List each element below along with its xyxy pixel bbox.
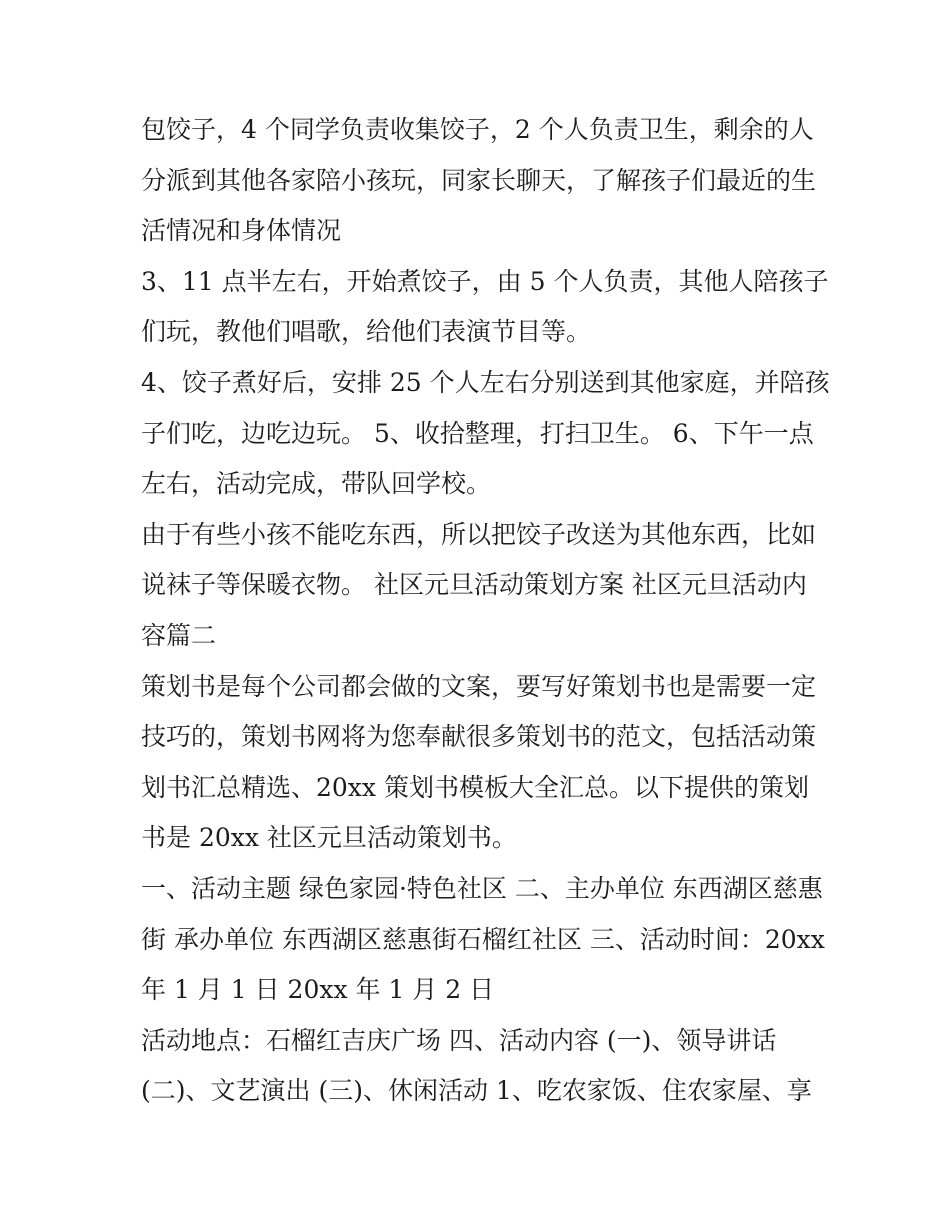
text-line: 划书汇总精选、20xx 策划书模板大全汇总。以下提供的策划 — [141, 772, 809, 802]
text-line: 们玩，教他们唱歌，给他们表演节目等。 — [141, 317, 592, 347]
text-line: 街 承办单位 东西湖区慈惠街石榴红社区 三、活动时间：20xx — [141, 924, 825, 954]
document-body — [141, 108, 831, 1120]
text-line: 年 1 月 1 日 20xx 年 1 月 2 日 — [141, 975, 495, 1005]
text-line: (二)、文艺演出 (三)、休闲活动 1、吃农家饭、住农家屋、享 — [141, 1076, 812, 1106]
text-line: 4、饺子煮好后，安排 25 个人左右分别送到其他家庭，并陪孩 — [141, 367, 830, 397]
text-line: 分派到其他各家陪小孩玩，同家长聊天，了解孩子们最近的生 — [141, 165, 817, 195]
text-line: 子们吃，边吃边玩。 5、收拾整理，打扫卫生。 6、下午一点 — [141, 418, 814, 448]
text-line: 书是 20xx 社区元旦活动策划书。 — [141, 823, 517, 853]
text-line: 活动地点：石榴红吉庆广场 四、活动内容 (一)、领导讲话 — [141, 1025, 777, 1055]
text-line: 策划书是每个公司都会做的文案，要写好策划书也是需要一定 — [141, 671, 817, 701]
text-line: 容篇二 — [141, 620, 217, 650]
text-line: 由于有些小孩不能吃东西，所以把饺子改送为其他东西，比如 — [141, 519, 817, 549]
text-line: 活情况和身体情况 — [141, 216, 342, 246]
text-line: 说袜子等保暖衣物。 社区元旦活动策划方案 社区元旦活动内 — [141, 570, 807, 600]
text-line: 技巧的，策划书网将为您奉献很多策划书的范文，包括活动策 — [141, 722, 817, 752]
text-line: 一、活动主题 绿色家园·特色社区 二、主办单位 东西湖区慈惠 — [141, 873, 823, 903]
text-line: 左右，活动完成，带队回学校。 — [141, 469, 492, 499]
text-line: 3、11 点半左右，开始煮饺子，由 5 个人负责，其他人陪孩子 — [141, 266, 829, 296]
text-line: 包饺子，4 个同学负责收集饺子，2 个人负责卫生，剩余的人 — [141, 115, 814, 144]
